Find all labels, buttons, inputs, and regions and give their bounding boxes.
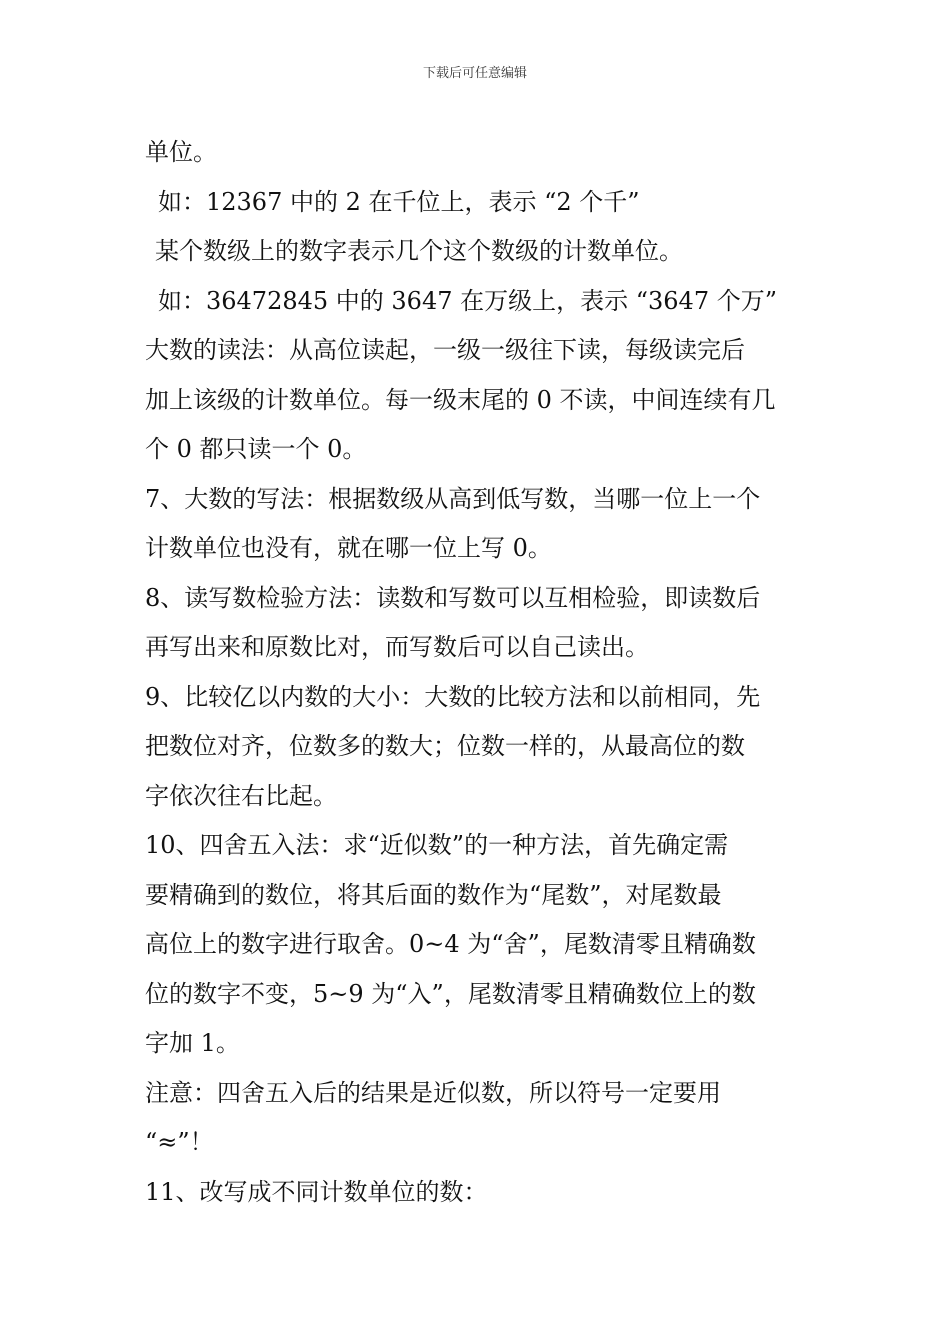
text-line: 位的数字不变，5~9 为“入”，尾数清零且精确数位上的数	[145, 979, 756, 1008]
text-line: “≈”！	[145, 1128, 214, 1156]
document-body	[145, 128, 825, 1217]
text-line: 个 0 都只读一个 0。	[145, 435, 367, 463]
text-line: 加上该级的计数单位。每一级末尾的 0 不读，中间连续有几	[145, 385, 776, 414]
text-line: 高位上的数字进行取舍。0~4 为“舍”，尾数清零且精确数	[145, 930, 756, 958]
text-line: 11、改写成不同计数单位的数：	[145, 1177, 488, 1206]
text-line: 要精确到的数位，将其后面的数作为“尾数”，对尾数最	[145, 880, 722, 909]
text-line: 计数单位也没有，就在哪一位上写 0。	[145, 534, 552, 562]
text-line: 注意：四舍五入后的结果是近似数，所以符号一定要用	[145, 1078, 721, 1107]
text-line: 8、读写数检验方法：读数和写数可以互相检验，即读数后	[145, 583, 761, 612]
text-line: 9、比较亿以内数的大小：大数的比较方法和以前相同，先	[145, 682, 761, 711]
text-line: 某个数级上的数字表示几个这个数级的计数单位。	[155, 237, 683, 265]
text-line: 大数的读法：从高位读起，一级一级往下读，每级读完后	[145, 336, 745, 364]
text-line: 如：36472845 中的 3647 在万级上，表示 “3647 个万”	[158, 286, 777, 315]
text-line: 单位。	[145, 138, 217, 166]
text-line: 如：12367 中的 2 在千位上，表示 “2 个千”	[158, 187, 640, 216]
text-line: 再写出来和原数比对，而写数后可以自己读出。	[145, 633, 649, 661]
text-line: 字加 1。	[145, 1029, 240, 1057]
text-line: 10、四舍五入法：求“近似数”的一种方法，首先确定需	[145, 831, 729, 859]
text-line: 把数位对齐，位数多的数大；位数一样的，从最高位的数	[145, 732, 745, 760]
text-line: 7、大数的写法：根据数级从高到低写数，当哪一位上一个	[145, 484, 761, 513]
page-header: 下载后可任意编辑	[422, 66, 527, 81]
text-line: 字依次往右比起。	[145, 781, 337, 810]
